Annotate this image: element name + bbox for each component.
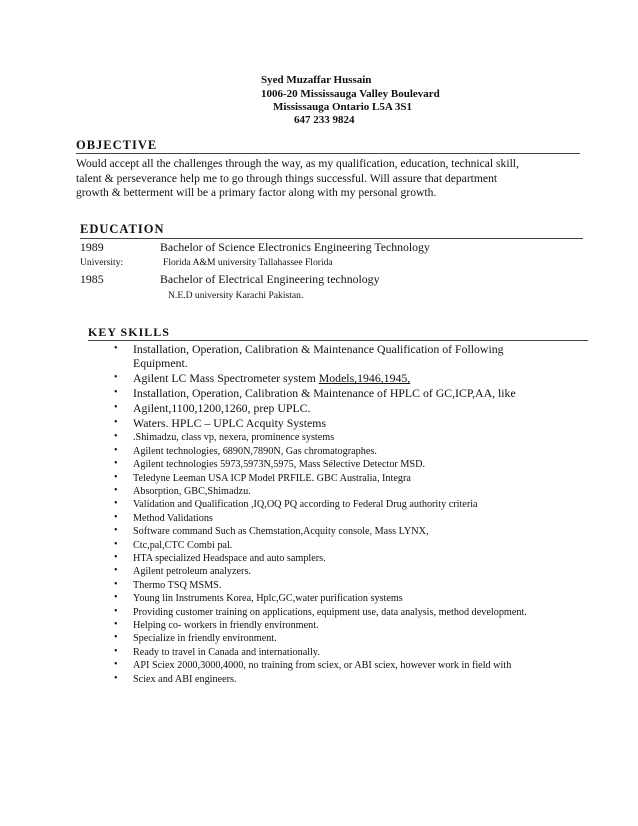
- bullet-icon: •: [114, 605, 118, 617]
- objective-line: Would accept all the challenges through the way, as my qualification, education, technical skill,: [76, 157, 519, 170]
- skills-title: KEY SKILLS: [88, 325, 170, 339]
- bullet-icon: •: [114, 417, 118, 429]
- skill-text-main: Providing customer training on applications, equipment use, data analysis, method development.: [133, 606, 527, 618]
- skill-text-main: API Sciex 2000,3000,4000, no training from sciex, or ABI sciex, however work in field with: [133, 660, 512, 672]
- skill-text-underlined: Models,1946,1945,: [318, 371, 411, 386]
- skill-text-continuation: Equipment.: [133, 356, 188, 371]
- skill-text-main: HTA specialized Headspace and auto samplers.: [133, 553, 326, 564]
- skill-text: [133, 342, 553, 371]
- skill-text-main: Absorption, GBC,Shimadzu.: [133, 486, 251, 497]
- skill-text: [133, 485, 553, 498]
- skill-text-main: Ctc,pal,CTC Combi pal.: [133, 539, 233, 551]
- skill-text-main: Agilent,1100,1200,1260, prep UPLC.: [133, 401, 311, 416]
- skill-text: [133, 673, 553, 686]
- skill-text-main: Specialize in friendly environment.: [133, 633, 277, 645]
- bullet-icon: •: [114, 498, 118, 510]
- skill-text: [133, 606, 553, 619]
- skill-text: [133, 472, 553, 485]
- skill-text-main: Installation, Operation, Calibration & Maintenance of HPLC of GC,ICP,AA, like: [133, 386, 516, 401]
- skill-text: [133, 401, 553, 415]
- skill-text: [133, 552, 553, 565]
- skill-text: [133, 646, 553, 659]
- bullet-icon: •: [114, 645, 118, 657]
- skill-text: [133, 592, 553, 605]
- objective-line: talent & perseverance help me to go through things successful. Will assure that department: [76, 171, 498, 185]
- skill-text-main: Installation, Operation, Calibration & Maintenance Qualification of Following: [133, 342, 504, 356]
- bullet-icon: •: [114, 431, 118, 443]
- skill-text-main: Agilent technologies, 6890N,7890N, Gas chromatographes.: [133, 445, 377, 457]
- skill-text-main: Sciex and ABI engineers.: [133, 673, 237, 685]
- education-label: University:: [80, 257, 124, 268]
- skill-text: [133, 619, 553, 632]
- skill-text-main: Software command Such as Chemstation,Acquity console, Mass LYNX,: [133, 526, 429, 538]
- education-school: N.E.D university Karachi Pakistan.: [168, 290, 304, 301]
- skill-text: [133, 539, 553, 552]
- education-year: 1989: [80, 240, 104, 254]
- skill-text: [133, 512, 553, 525]
- bullet-icon: •: [114, 632, 118, 644]
- bullet-icon: •: [114, 511, 118, 523]
- skill-text: [133, 565, 553, 578]
- skill-text-main: Method Validations: [133, 512, 213, 524]
- bullet-icon: •: [114, 565, 118, 577]
- skill-text: [133, 371, 553, 385]
- skill-text-main: Teledyne Leeman USA ICP Model PRFILE. GBC Australia, Integra: [133, 472, 411, 484]
- objective-paragraph: [76, 157, 542, 201]
- skill-text-main: Agilent petroleum analyzers.: [133, 566, 251, 578]
- skill-text-main: Waters. HPLC – UPLC Acquity Systems: [133, 416, 327, 431]
- bullet-icon: •: [114, 619, 118, 630]
- skills-rule: [88, 340, 588, 341]
- bullet-icon: •: [114, 525, 118, 537]
- skill-text: [133, 445, 553, 458]
- objective-rule: [76, 153, 580, 154]
- bullet-icon: •: [114, 372, 118, 384]
- bullet-icon: •: [114, 592, 118, 604]
- skill-text: [133, 632, 553, 645]
- skill-text: [133, 416, 553, 430]
- skill-text: [133, 498, 553, 511]
- objective-title: OBJECTIVE: [76, 138, 158, 152]
- skill-text-main: Agilent technologies 5973,5973N,5975, Mass Sélective Detector MSD.: [133, 459, 425, 471]
- skill-text: [133, 458, 553, 471]
- education-degree: Bachelor of Electrical Engineering technology: [160, 272, 380, 286]
- bullet-icon: •: [114, 387, 118, 399]
- education-rule: [80, 238, 583, 239]
- bullet-icon: •: [114, 343, 118, 354]
- bullet-icon: •: [114, 538, 118, 550]
- bullet-icon: •: [114, 672, 118, 684]
- education-degree: Bachelor of Science Electronics Engineering Technology: [160, 240, 430, 254]
- bullet-icon: •: [114, 552, 118, 563]
- skill-text-main: Validation and Qualification ,IQ,OQ PQ according to Federal Drug authority criteria: [133, 499, 478, 511]
- skill-text-main: Thermo TSQ MSMS.: [133, 579, 222, 591]
- header-name: Syed Muzaffar Hussain: [261, 74, 372, 86]
- bullet-icon: •: [114, 485, 118, 496]
- skill-text: [133, 579, 553, 592]
- education-title: EDUCATION: [80, 222, 165, 236]
- header-phone: 647 233 9824: [294, 114, 355, 126]
- header-address-line1: 1006-20 Mississauga Valley Boulevard: [261, 88, 440, 100]
- bullet-icon: •: [114, 458, 118, 470]
- skill-text-main: Helping co- workers in friendly environment.: [133, 620, 319, 631]
- skill-text: [133, 386, 553, 400]
- bullet-icon: •: [114, 402, 118, 414]
- skill-text-main: Ready to travel in Canada and internationally.: [133, 646, 320, 658]
- bullet-icon: •: [114, 444, 118, 456]
- bullet-icon: •: [114, 471, 118, 483]
- bullet-icon: •: [114, 578, 118, 590]
- skill-text-main: Agilent LC Mass Spectrometer system: [133, 371, 319, 386]
- skill-text: [133, 431, 553, 444]
- skill-text-main: .Shimadzu, class vp, nexera, prominence systems: [133, 432, 335, 444]
- objective-line: growth & betterment will be a primary factor along with my personal growth.: [76, 186, 437, 200]
- header-address-line2: Mississauga Ontario L5A 3S1: [273, 101, 413, 113]
- education-year: 1985: [80, 272, 104, 286]
- bullet-icon: •: [114, 659, 118, 671]
- skill-text-main: Young lin Instruments Korea, Hplc,GC,water purification systems: [133, 593, 403, 605]
- skill-text: [133, 525, 553, 538]
- skill-text: [133, 659, 553, 672]
- education-school: Florida A&M university Tallahassee Florida: [163, 257, 333, 268]
